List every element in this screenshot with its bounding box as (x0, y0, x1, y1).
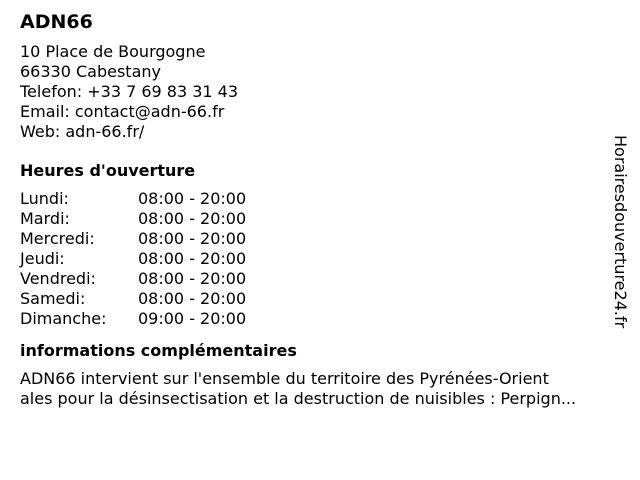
hours-row (20, 289, 246, 309)
hours-table (20, 189, 246, 329)
business-card (20, 10, 610, 409)
hours-day: Mercredi: (20, 229, 95, 248)
info-line: ales pour la désinsectisation et la destruction de nuisibles : Perpign... (20, 389, 577, 408)
hours-time: 09:00 - 20:00 (138, 309, 247, 328)
email-text: Email: contact@adn-66.fr (20, 102, 225, 121)
phone-text: Telefon: +33 7 69 83 31 43 (20, 82, 239, 101)
hours-row (20, 309, 246, 329)
hours-day: Mardi: (20, 209, 70, 228)
hours-row (20, 249, 246, 269)
hours-row (20, 269, 246, 289)
side-brand-text[interactable]: Horairesdouverture24.fr (611, 135, 630, 329)
hours-time: 08:00 - 20:00 (138, 229, 247, 248)
address-street: 10 Place de Bourgogne (20, 42, 206, 61)
info-description (20, 369, 626, 409)
hours-time: 08:00 - 20:00 (138, 209, 247, 228)
hours-time: 08:00 - 20:00 (138, 189, 247, 208)
web-text: Web: adn-66.fr/ (20, 122, 145, 141)
hours-day: Vendredi: (20, 269, 96, 288)
hours-time: 08:00 - 20:00 (138, 249, 247, 268)
hours-row (20, 229, 246, 249)
hours-day: Lundi: (20, 189, 69, 208)
info-line: ADN66 intervient sur l'ensemble du territoire des Pyrénées-Orient (20, 369, 549, 388)
address-city: 66330 Cabestany (20, 62, 161, 81)
info-heading: informations complémentaires (20, 341, 297, 360)
business-name: ADN66 (20, 11, 93, 33)
hours-row (20, 189, 246, 209)
hours-day: Dimanche: (20, 309, 107, 328)
hours-day: Jeudi: (20, 249, 65, 268)
hours-row (20, 209, 246, 229)
hours-heading: Heures d'ouverture (20, 161, 196, 180)
hours-day: Samedi: (20, 289, 86, 308)
hours-time: 08:00 - 20:00 (138, 289, 247, 308)
hours-time: 08:00 - 20:00 (138, 269, 247, 288)
